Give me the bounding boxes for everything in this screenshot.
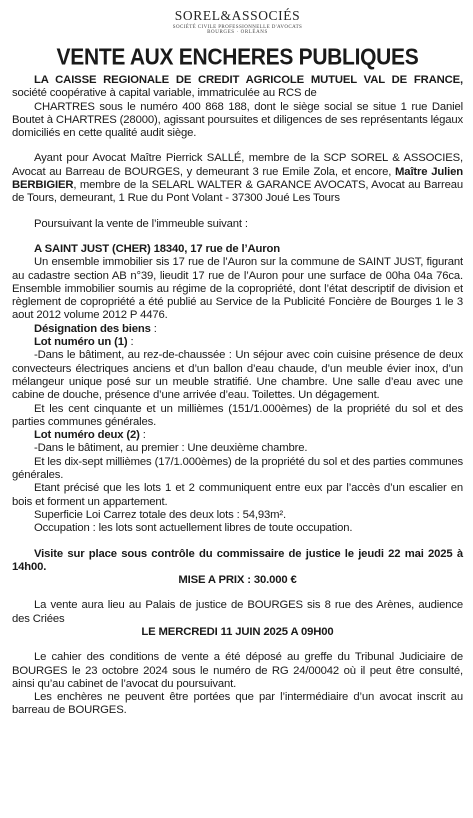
surface-note: Superficie Loi Carrez totale des deux lots : 54,93m².	[34, 508, 287, 521]
starting-price: MISE A PRIX : 30.000 €	[178, 574, 297, 587]
logo-subtitle: SOCIÉTÉ CIVILE PROFESSIONNELLE D'AVOCATS	[172, 25, 303, 30]
property-description: Un ensemble immobilier sis 17 rue de l’Auron sur la commune de SAINT JUST, figurant au cadastre section AB n°39, lieudit 17 rue de l’Auron pour une surface de 00ha 04a 76ca. Ensemble immobilier soumis au régime de la copropriété, dont l’état descriptif de division et règlement de copropriété a été publié au Service de la Publicité Foncière de Bourges 1 le 3 aout 2012 volume 2012 P 4476.	[12, 256, 463, 322]
visit-info: Visite sur place sous contrôle du commissaire de justice le jeudi 22 mai 2025 à 14h00.	[12, 547, 463, 573]
lot1-share: Et les cent cinquante et un millièmes (151/1.000èmes) de la propriété du sol et des parties communes générales.	[12, 402, 463, 428]
property-address: A SAINT JUST (CHER) 18340, 17 rue de l’Auron	[34, 242, 280, 255]
lot2-share: Et les dix-sept millièmes (17/1.000èmes) de la propriété du sol et des parties communes générales.	[12, 455, 463, 482]
designation-heading: Désignation des biens :	[34, 322, 157, 335]
creditor-paragraph-cont: CHARTRES sous le numéro 400 868 188, dont le siège social se situe 1 rue Daniel Boutet à CHARTRES (28000), agissant poursuites et diligences de ses représentants légaux domiciliés en cette qualité audit siège.	[12, 100, 463, 140]
lawyer-paragraph	[12, 152, 463, 205]
lot1-description: -Dans le bâtiment, au rez-de-chaussée : Un séjour avec coin cuisine présence de deux convecteurs électriques anciens et d’un ballon d’eau chaude, d’un meuble évier inox, d’un mélangeur unique posé sur un meuble stratifié. Une chambre. Une salle d’eau avec une cabine de douche, présence d’une arrivée d’eau. Toilettes. Un dégagement.	[12, 349, 463, 402]
lots-note: Etant précisé que les lots 1 et 2 communiquent entre eux par l’accès d’un escalier en bois et forment un appartement.	[12, 482, 463, 508]
logo-name: SOREL&ASSOCIÉS	[174, 8, 301, 23]
creditor-paragraph	[12, 74, 463, 101]
notice-body	[12, 74, 463, 718]
firm-logo	[12, 0, 463, 35]
lot1-heading: Lot numéro un (1) :	[34, 336, 134, 349]
lawyer-text-a: Ayant pour Avocat Maître Pierrick SALLÉ, membre de la SCP SOREL & ASSOCIES, Avocat au Barreau de BOURGES, y demeurant 3 rue Emile Zola, et encore,	[12, 152, 463, 178]
creditor-name: LA CAISSE REGIONALE DE CREDIT AGRICOLE MUTUEL VAL DE FRANCE,	[34, 74, 463, 86]
lot2-heading: Lot numéro deux (2) :	[34, 429, 146, 442]
lot2-description: -Dans le bâtiment, au premier : Une deuxième chambre.	[34, 442, 308, 455]
page-title: VENTE AUX ENCHERES PUBLIQUES	[56, 44, 419, 71]
sale-location: La vente aura lieu au Palais de justice de BOURGES sis 8 rue des Arènes, audience des Criées	[12, 599, 463, 625]
creditor-text: société coopérative à capital variable, immatriculée au RCS de	[12, 87, 317, 100]
sale-date: LE MERCREDI 11 JUIN 2025 A 09H00	[141, 625, 334, 638]
occupation-note: Occupation : les lots sont actuellement libres de toute occupation.	[34, 522, 353, 535]
lawyer-text-c: , membre de la SELARL WALTER & GARANCE AVOCATS, Avocat au Barreau de Tours, demeurant, 1 Rue du Pont Volant - 37300 Joué Les Tours	[12, 179, 463, 205]
logo-cities: BOURGES · ORLÉANS	[207, 30, 268, 35]
specifications-note: Le cahier des conditions de vente a été déposé au greffe du Tribunal Judiciaire de BOURGES le 23 octobre 2024 sous le numéro de RG 24/00042 où il peut être consulté, ainsi qu’au cabinet de l’avocat du poursuivant.	[12, 651, 463, 690]
bidding-note: Les enchères ne peuvent être portées que par l’intermédiaire d’un avocat inscrit au barreau de BOURGES.	[12, 691, 463, 717]
sale-intro: Poursuivant la vente de l’immeuble suivant :	[34, 217, 248, 230]
lawyer-name: Maître Julien BERBIGIER	[12, 165, 463, 192]
